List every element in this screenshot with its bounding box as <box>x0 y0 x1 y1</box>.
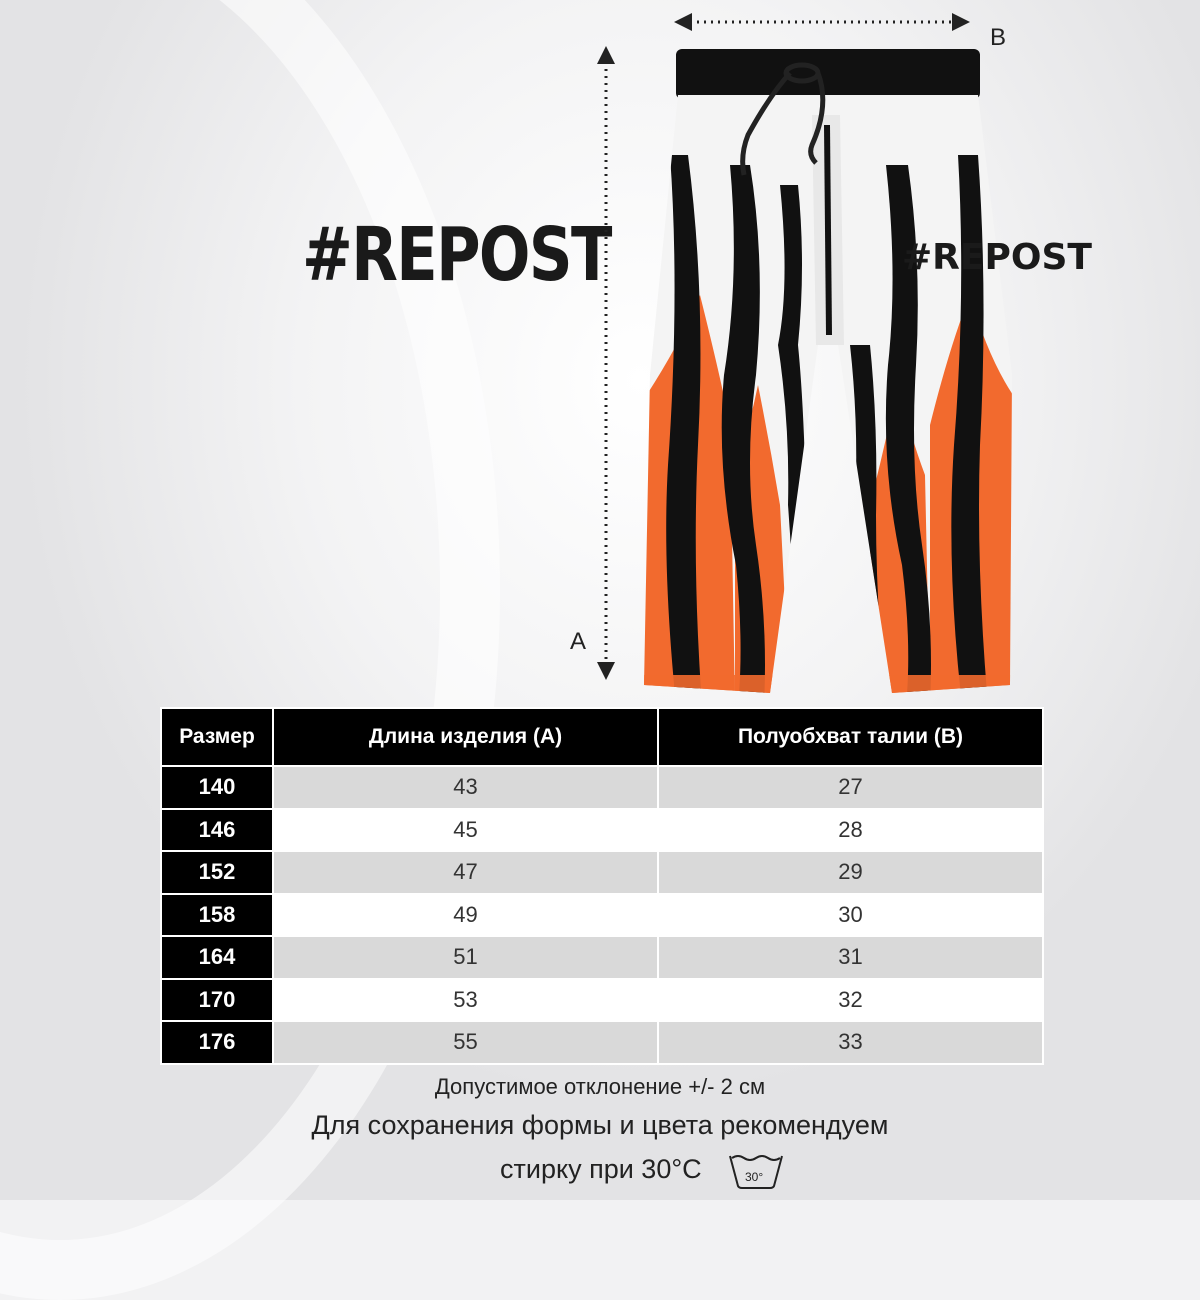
size-cell: 176 <box>161 1021 273 1064</box>
waist-arrow <box>674 13 970 31</box>
length-cell: 51 <box>273 936 658 979</box>
size-cell: 158 <box>161 894 273 937</box>
length-cell: 45 <box>273 809 658 852</box>
header-length: Длина изделия (А) <box>273 708 658 766</box>
tolerance-note: Допустимое отклонение +/- 2 см <box>434 1074 766 1099</box>
length-cell: 47 <box>273 851 658 894</box>
table-row <box>161 1021 1043 1064</box>
care-note-line1: Для сохранения формы и цвета рекомендуем <box>311 1110 889 1140</box>
size-cell: 164 <box>161 936 273 979</box>
table-row <box>161 851 1043 894</box>
length-cell: 53 <box>273 979 658 1022</box>
waist-cell: 27 <box>658 766 1043 809</box>
length-cell: 55 <box>273 1021 658 1064</box>
waist-cell: 30 <box>658 894 1043 937</box>
waist-cell: 28 <box>658 809 1043 852</box>
table-row <box>161 894 1043 937</box>
table-row <box>161 979 1043 1022</box>
length-label: A <box>570 628 587 655</box>
table-row <box>161 809 1043 852</box>
waist-cell: 31 <box>658 936 1043 979</box>
waist-cell: 32 <box>658 979 1043 1022</box>
length-arrow <box>597 46 615 680</box>
size-cell: 140 <box>161 766 273 809</box>
brand-logo: #REPOST <box>302 212 611 298</box>
table-row <box>161 936 1043 979</box>
size-cell: 170 <box>161 979 273 1022</box>
wash-temp-label: 30° <box>745 1170 764 1184</box>
waist-cell: 29 <box>658 851 1043 894</box>
care-note-line2: стирку при 30°С <box>500 1154 702 1184</box>
header-size: Размер <box>161 708 273 766</box>
shorts-image <box>640 45 1092 705</box>
shorts-print-text: #REPOST <box>902 237 1092 278</box>
size-cell: 152 <box>161 851 273 894</box>
waist-cell: 33 <box>658 1021 1043 1064</box>
length-cell: 43 <box>273 766 658 809</box>
header-waist: Полуобхват талии (В) <box>658 708 1043 766</box>
table-header-row <box>161 708 1043 766</box>
waist-label: B <box>990 24 1007 51</box>
size-chart-table <box>160 707 1044 1065</box>
table-row <box>161 766 1043 809</box>
size-cell: 146 <box>161 809 273 852</box>
length-cell: 49 <box>273 894 658 937</box>
